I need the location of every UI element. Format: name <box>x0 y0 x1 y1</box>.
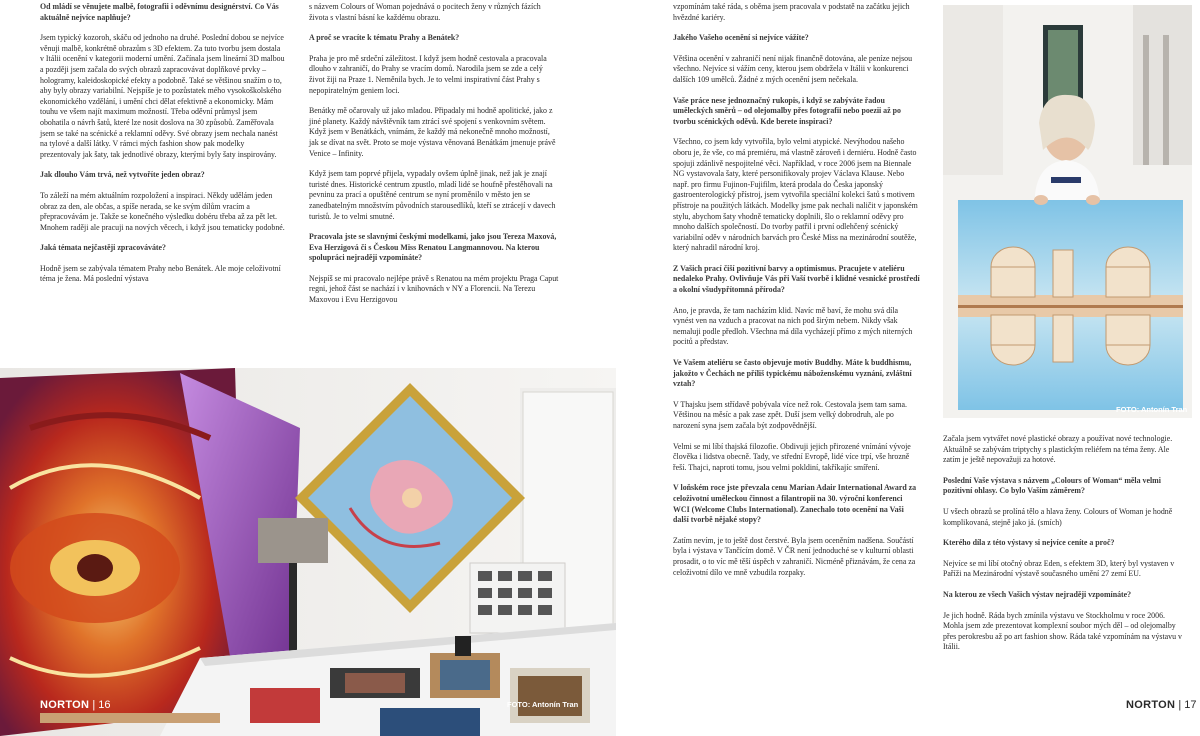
photo-credit-right: FOTO: Antonín Tran <box>1116 405 1188 414</box>
studio-photo <box>0 368 616 736</box>
interview-question: Kterého díla z této výstavy si nejvíce ceníte a proč? <box>943 538 1115 548</box>
right-page-column-2 <box>943 434 1183 663</box>
left-page-column-1 <box>40 2 286 295</box>
interview-answer: s názvem Colours of Woman pojednává o pocitech ženy v různých fázích života s vlastní básní ke každému obrazu. <box>309 2 541 22</box>
interview-answer: Je jich hodně. Ráda bych zmínila výstavu ve Stockholmu v roce 2006. Mohla jsem zde prezentovat komplexní soubor mých děl – od olejomalby přes perokresbu až po art fashion show. Ráda také vzpomínám na výstavu v Itálii. <box>943 610 1182 652</box>
interview-question: Pracovala jste se slavnými českými modelkami, jako jsou Tereza Maxová, Eva Herzigová či s Českou Miss Renatou Langmannovou. Na kterou spolupráci nejraději vzpomínáte? <box>309 232 557 263</box>
folio-brand: NORTON <box>40 699 90 711</box>
folio-separator: | <box>92 699 96 711</box>
folio-page-number: 16 <box>98 699 111 711</box>
interview-answer: Nejvíce se mi líbí otočný obraz Eden, s efektem 3D, který byl vystaven v Paříži na Mezinárodní výstavě současného umění 27 zemí EU. <box>943 558 1175 579</box>
interview-question: Jaká témata nejčastěji zpracováváte? <box>40 243 166 253</box>
interview-answer: Když jsem tam poprvé přijela, vypadaly ovšem úplně jinak, než jak je znají turisté dnes. Historické centrum zpustlo, mladí lidé se houfně přestěhovali na pevninu za prací a opuštěné centrum se nyní proměnilo v město jen se zanedbatelným množstvím původních starousedlíků, kteří se ztrácejí v davech turistů. Je to velmi smutné. <box>309 169 556 221</box>
interview-question: Vaše práce nese jednoznačný rukopis, i když se zabýváte řadou uměleckých směrů – od olejomalby přes fotografii nebo poezii až po tvorbu scénických oděvů. Kde berete inspiraci? <box>673 95 901 126</box>
interview-answer: Ano, je pravda, že tam nacházím klid. Navíc mě baví, že mohu svá díla vynést ven na vzduch a pracovat na nich pod širým nebem. Nikdy však nemaluji podle předloh. Všechna má díla vycházejí přímo z mých niterných pocitů a představ. <box>673 305 913 347</box>
left-page-column-2 <box>309 2 559 316</box>
interview-answer: Velmi se mi líbí thajská filozofie. Obdivuji jejich přirozené vnímání vývoje člověka i lidstva obecně. Tady, ve střední Evropě, lidé více trpí, vše hrozně řeší. Thajci, naproti tomu, jsou velmi pokldiní, takříkajíc smíření. <box>673 441 911 472</box>
interview-answer: Všechno, co jsem kdy vytvořila, bylo velmi atypické. Nevýhodou našeho oboru je, že vše, co má premiéru, má vlastně zároveň i derniéru. Hodně často spojuji zdánlivě nespojitelné věci. Například, v roce 2006 jsem na Biennale NG vystavovala šaty, které personifikovaly projev Václava Klause. Nebo např. pro firmu Fujinon-Fujifilm, která prodala do Česka japonský gastroenterologický přístroj, jsem vytvořila speciální kolekci šatů s motivem přístroje na použitých látkách. Modelky jsme pak nechali naličit v japonském stylu, abychom šaty vhodně tematicky doplnili, šlo o reklamní oděvy pro mnoho dalších společností. Do tvorby patřil i první odlehčený scénický variabilní oděv v národních barvách pro České Miss na mezinárodní soutěže, který nahradil národní kroj. <box>673 137 918 253</box>
interview-answer: To záleží na mém aktuálním rozpoložení a inspiraci. Někdy udělám jeden obraz za den, ale občas, a spíše nerada, se ke svým dílům vracím a přepracovávám je. Takže se konečného výsledku dobéru třeba až za pět let. Mnohem raději ale pracuji na nových věcech, i když jsou tematicky podobné. <box>40 190 285 232</box>
interview-question: A proč se vracíte k tématu Prahy a Benátek? <box>309 33 460 43</box>
interview-question: V loňském roce jste převzala cenu Marian Adair International Award za celoživotní uměleckou činnost a filantropii na 30. výroční konferenci WCI (Welcome Clubs International). Zanechalo toto ocenění na Vaši další tvorbě nějaké stopy? <box>673 483 917 525</box>
interview-answer: vzpomínám také ráda, s oběma jsem pracovala v podstatě na začátku jejich hvězdné kariéry. <box>673 2 910 22</box>
folio-page-number: 17 <box>1184 699 1197 711</box>
interview-question: Ve Vašem ateliéru se často objevuje motiv Buddhy. Máte k buddhismu, jakožto v Čechách ne příliš typickému náboženskému vyznání, zvláštní vztah? <box>673 358 912 389</box>
interview-answer: Praha je pro mě srdeční záležitost. I když jsem hodně cestovala a pracovala dlouho v zahraničí, do Prahy se vracím domů. Narodila jsem se zde a celý život žiji na Praze 1. Neměnila bych. Je to velmi inspirativní část Prahy s nepopiratelným geniem loci. <box>309 53 547 95</box>
right-page-column-1 <box>673 2 920 588</box>
interview-answer: Jsem typický kozoroh, skáču od jednoho na druhé. Poslední dobou se nejvíce věnuji malbě, konkrétně obrazům s 3D efektem. Za tuto tvorbu jsem dostala v Itálii ocenění v kategorii moderní umění. Začínala jsem lineární 3D malbou a později jsem začala do svých obrazů zapracovávat doplňkové prvky – hologramy, kaleidoskopické efekty a podobně. Také se většinou snažím o to, aby byly obrazy variabilní. Nejspíše je to pozůstatek mého vysokoškolského ekonomického vzdělání, i umění chci dělat efektivně a ekonomicky. Mám touhu ve všem najít maximum možností. Třeba oděvní průmysl jsem obohatila o návrh šatů, které lze nosit doslova na 30 způsobů. Zaměřovala jsem se také na scénické a reklamní oděvy. Své obrazy jsem nechala nanést na tylové a další látky. V rámci mých fashion show pak modelky prezentovaly jak šaty, tak jednotlivé obrazy, kterými byly šaty inspirovány. <box>40 33 285 159</box>
interview-question: Jakého Vašeho ocenění si nejvíce vážíte? <box>673 33 809 43</box>
artist-photo <box>943 5 1192 418</box>
interview-answer: U všech obrazů se prolíná tělo a hlava ženy. Colours of Woman je hodně komplikovaná, stejně jako já. (smích) <box>943 506 1173 527</box>
folio-brand: NORTON <box>1126 699 1176 711</box>
studio-photo-illustration <box>0 368 616 736</box>
interview-question: Jak dlouho Vám trvá, než vytvoříte jeden obraz? <box>40 170 205 180</box>
interview-answer: Začala jsem vytvářet nové plastické obrazy a používat nové technologie. Aktuálně se zabývám triptychy s plastickým reliéfem na téma ženy. Ale zatím je ještě nepovažuji za hotové. <box>943 434 1173 465</box>
interview-answer: Nejspíš se mi pracovalo nejlépe právě s Renatou na mém projektu Praga Caput regni, jehož část se nachází i v knihovnách v NY a Florencii. Na Terezu Maxovou i Evu Herzigovou <box>309 273 559 305</box>
interview-question: Od mládí se věnujete malbě, fotografii i oděvnímu designérství. Co Vás aktuálně nejvíce naplňuje? <box>40 2 279 22</box>
interview-answer: Zatím nevím, je to ještě dost čerstvé. Byla jsem oceněním nadšena. Součástí byla i výstava v Tančícím domě. V ČR není jednoduché se v kulturní oblasti prosadit, o to víc mě těší úspěch v zahraničí. Nicméně přiznávám, že cena za celoživotní dílo ve mně vzbudila rozpaky. <box>673 535 916 577</box>
artist-photo-illustration <box>943 5 1192 418</box>
interview-question: Poslední Vaše výstava s názvem „Colours of Woman“ měla velmi pozitivní ohlasy. Co bylo Vaším záměrem? <box>943 475 1161 496</box>
folio-separator: | <box>1178 699 1182 711</box>
interview-question: Na kterou ze všech Vašich výstav nejraději vzpomínáte? <box>943 589 1132 599</box>
interview-answer: Většina ocenění v zahraničí není nijak finančně dotována, ale peníze nejsou všechno. Nejvíce si vážím ceny, kterou jsem obdržela v Itálii v konkurenci dalších 109 umělců. Žádné z mých ocenění jsem nečekala. <box>673 53 913 84</box>
photo-credit-left: FOTO: Antonín Tran <box>507 700 579 709</box>
page-gutter <box>616 0 658 736</box>
interview-question: Z Vašich prací čiší pozitivní barvy a optimismus. Pracujete v ateliéru nedaleko Prahy. Ovlivňuje Vás při Vaší tvorbě i klidné vesnické prostředí a okolní všudypřítomná příroda? <box>673 263 920 295</box>
page-folio-right <box>1126 699 1197 711</box>
interview-answer: Hodně jsem se zabývala tématem Prahy nebo Benátek. Ale moje celoživotní téma je žena. Má poslední výstava <box>40 263 281 284</box>
interview-answer: V Thajsku jsem střídavě pobývala více než rok. Cestovala jsem tam sama. Většinou na měsíc a pak zase zpět. Duší jsem velký dobrodruh, ale po narození syna jsem začala být zodpovědnější. <box>673 399 907 430</box>
interview-answer: Benátky mě očarovaly už jako mladou. Připadaly mi hodně apolitické, jako z jiné planety. Každý návštěvník tam ztrácí své spojení s venkovním světem. Když jsem v Benátkách, vnímám, že každý má nekonečně mnoho možností, jak se dívat na svět. Proto se moje výstava věnovaná Benátkám jmenuje právě Venice – Infinity. <box>309 106 556 158</box>
page-folio-left <box>40 699 111 711</box>
